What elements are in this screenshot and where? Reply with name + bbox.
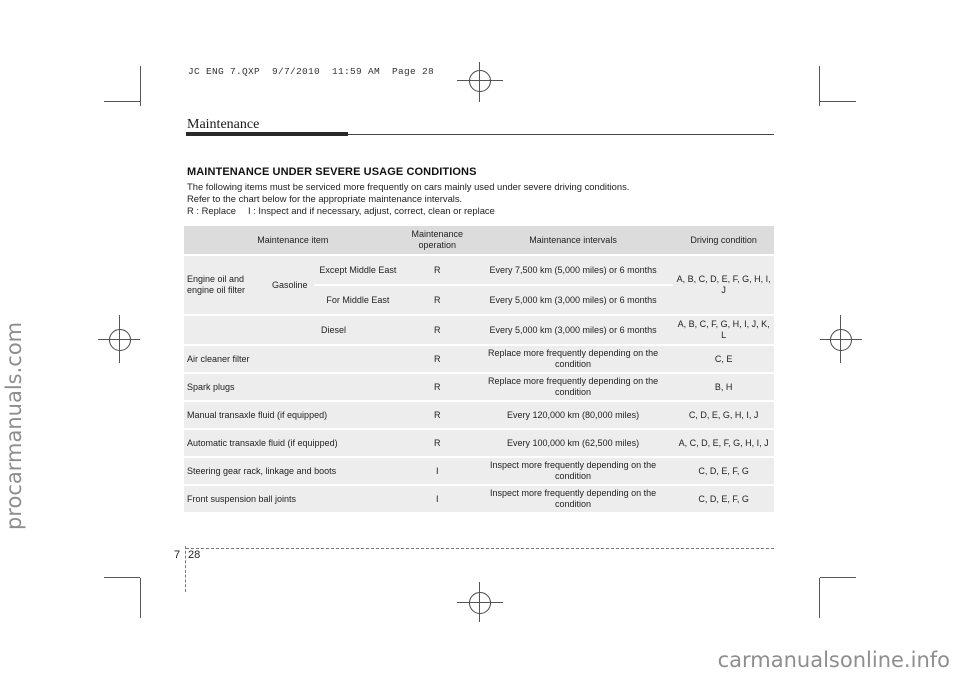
cell-item: Front suspension ball joints: [184, 486, 402, 512]
page-heading: MAINTENANCE UNDER SEVERE USAGE CONDITIONS: [187, 166, 477, 178]
cell-operation: R: [402, 316, 473, 344]
registration-mark: [109, 329, 131, 351]
cell-for-middle-east: For Middle East: [314, 286, 401, 314]
table-row: [184, 458, 774, 484]
cell-operation: R: [402, 430, 473, 456]
cell-condition: C, D, E, G, H, I, J: [673, 402, 774, 428]
crop-mark: [457, 602, 503, 603]
cell-interval: Inspect more frequently depending on the condition: [473, 486, 673, 512]
cell-condition: C, D, E, F, G: [673, 458, 774, 484]
cell-item: Air cleaner filter: [184, 346, 402, 372]
cell-item: Steering gear rack, linkage and boots: [184, 458, 402, 484]
crop-mark: [819, 578, 820, 618]
print-slug: JC ENG 7.QXP 9/7/2010 11:59 AM Page 28: [188, 66, 435, 77]
watermark-bottom: carmanualsonline.info: [717, 648, 950, 672]
cell-condition: A, B, C, D, E, F, G, H, I, J: [673, 256, 774, 314]
section-title: Maintenance: [187, 117, 260, 132]
cell-condition: A, C, D, E, F, G, H, I, J: [673, 430, 774, 456]
cell-condition: B, H: [673, 374, 774, 400]
intro-line-2: Refer to the chart below for the appropriate maintenance intervals.: [187, 193, 463, 205]
cell-interval: Replace more frequently depending on the condition: [473, 374, 673, 400]
chapter-number: 7: [174, 549, 181, 561]
legend-replace: R : Replace: [187, 205, 236, 217]
cell-item: Manual transaxle fluid (if equipped): [184, 402, 402, 428]
crop-mark: [457, 80, 503, 81]
header-maintenance-operation: Maintenance operation: [402, 226, 473, 254]
registration-mark: [469, 592, 491, 614]
crop-mark: [819, 66, 820, 106]
cell-operation: R: [402, 346, 473, 372]
chapter-separator: [185, 546, 186, 592]
header-maintenance-item: Maintenance item: [184, 226, 402, 254]
crop-mark: [104, 577, 140, 578]
crop-mark: [820, 339, 862, 340]
crop-mark: [140, 66, 141, 106]
crop-mark: [104, 101, 140, 102]
table-row: [184, 430, 774, 456]
cell-operation: R: [402, 286, 473, 314]
cell-except-middle-east: Except Middle East: [314, 256, 401, 284]
cell-blank: [184, 316, 265, 344]
cell-interval: Every 100,000 km (62,500 miles): [473, 430, 673, 456]
cell-interval: Replace more frequently depending on the condition: [473, 346, 673, 372]
table-row: [184, 316, 774, 344]
legend-inspect: I : Inspect and if necessary, adjust, correct, clean or replace: [247, 205, 495, 217]
crop-mark: [820, 101, 856, 102]
cell-operation: R: [402, 256, 473, 284]
cell-condition: C, E: [673, 346, 774, 372]
intro-block: [187, 166, 777, 218]
cell-diesel: Diesel: [265, 316, 401, 344]
cell-engine-oil-item: Engine oil and engine oil filter: [184, 256, 265, 314]
cell-item: Spark plugs: [184, 374, 402, 400]
cell-interval: Inspect more frequently depending on the condition: [473, 458, 673, 484]
cell-operation: R: [402, 402, 473, 428]
legend-line: [187, 205, 777, 217]
cell-gasoline: Gasoline: [265, 256, 314, 314]
footer-rule: [186, 548, 774, 549]
cell-condition: A, B, C, F, G, H, I, J, K, L: [673, 316, 774, 344]
intro-text: [187, 181, 777, 218]
watermark-left: procarmanuals.com: [2, 321, 26, 530]
crop-mark: [820, 577, 856, 578]
intro-line-1: The following items must be serviced more frequently on cars mainly used under severe driving conditions.: [187, 181, 630, 192]
cell-condition: C, D, E, F, G: [673, 486, 774, 512]
table-row: [184, 256, 774, 284]
cell-operation: I: [402, 486, 473, 512]
registration-mark: [830, 329, 852, 351]
cell-interval: Every 7,500 km (5,000 miles) or 6 months: [473, 256, 673, 284]
maintenance-table: [184, 224, 774, 514]
table-row: [184, 374, 774, 400]
header-accent-bar: [186, 132, 348, 136]
crop-mark: [140, 578, 141, 618]
table-row: [184, 486, 774, 512]
cell-interval: Every 120,000 km (80,000 miles): [473, 402, 673, 428]
header-driving-condition: Driving condition: [673, 226, 774, 254]
cell-operation: I: [402, 458, 473, 484]
cell-operation: R: [402, 374, 473, 400]
cell-interval: Every 5,000 km (3,000 miles) or 6 months: [473, 316, 673, 344]
table-row: [184, 402, 774, 428]
crop-mark: [479, 62, 480, 102]
table-row: [184, 346, 774, 372]
cell-item: Automatic transaxle fluid (if equipped): [184, 430, 402, 456]
registration-mark: [469, 70, 491, 92]
crop-mark: [98, 339, 140, 340]
header-maintenance-intervals: Maintenance intervals: [473, 226, 673, 254]
page-number: 28: [188, 549, 201, 561]
cell-interval: Every 5,000 km (3,000 miles) or 6 months: [473, 286, 673, 314]
table-header-row: [184, 226, 774, 254]
